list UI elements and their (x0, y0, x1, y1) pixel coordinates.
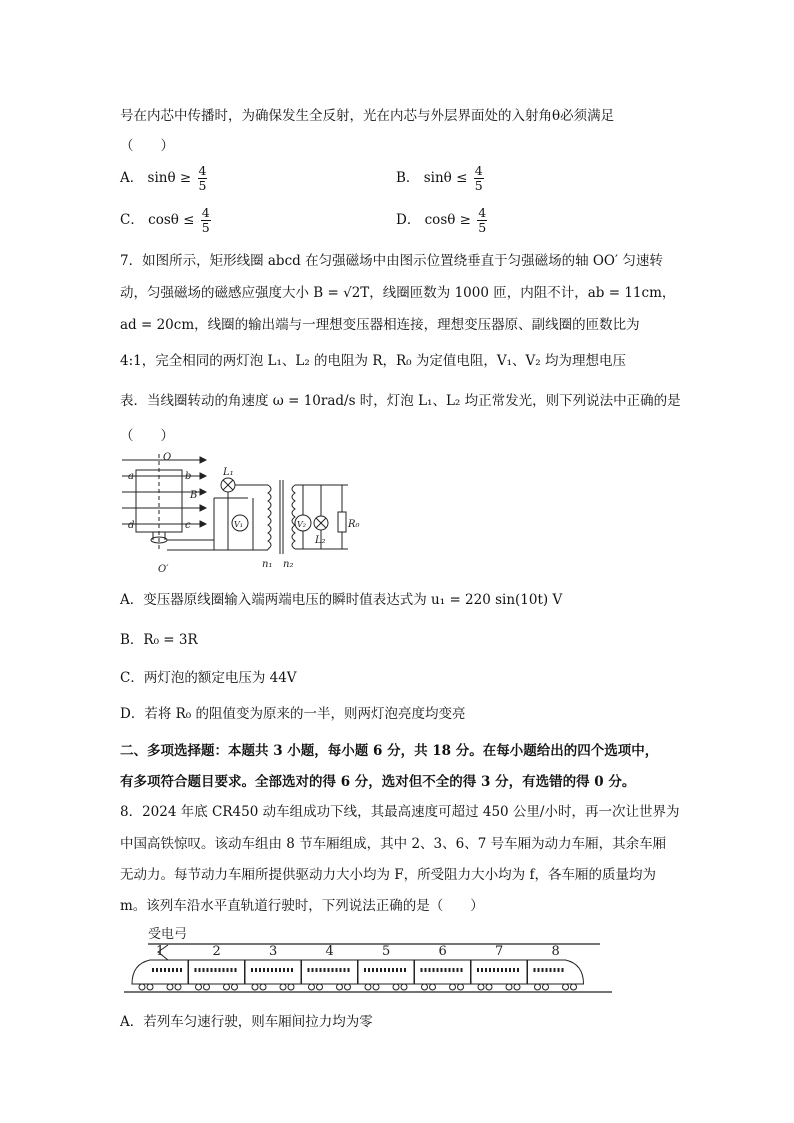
wheel (478, 984, 484, 990)
car-window (441, 968, 443, 972)
wheel (252, 984, 258, 990)
wheel (514, 984, 520, 990)
wheel (288, 984, 294, 990)
car-window (558, 968, 560, 972)
car-window (152, 968, 154, 972)
wheel (317, 984, 323, 990)
car-window (509, 968, 511, 972)
field-arrow-icon (200, 473, 206, 479)
wheel (393, 984, 399, 990)
wheel (486, 984, 492, 990)
wheel (232, 984, 238, 990)
wheel (345, 984, 351, 990)
q7-option-a[interactable]: A．变压器原线圈输入端两端电压的瞬时值表达式为 u₁ = 220 sin(10t) V (120, 592, 563, 608)
wheel (147, 984, 153, 990)
q6-option-a[interactable] (120, 164, 207, 193)
car-window (332, 968, 334, 972)
wheel (543, 984, 549, 990)
section2-heading-line-2: 有多项符合题目要求。全部选对的得 6 分，选对但不全的得 3 分，有选错的得 0 分。 (120, 774, 636, 790)
car-window (207, 968, 209, 972)
car-window (550, 968, 552, 972)
car-window (562, 968, 564, 972)
car-window (308, 968, 310, 972)
q6-option-d[interactable] (396, 206, 487, 235)
section2-heading-line-1: 二、多项选择题：本题共 3 小题，每小题 6 分，共 18 分。在每小题给出的四个选项中， (120, 743, 659, 759)
car-window (316, 968, 318, 972)
option-letter: C． (120, 212, 144, 228)
primary-coil (268, 485, 271, 549)
q7-stem-line-2: 动，匀强磁场的磁感应强度大小 B = √2T，线圈匝数为 1000 匝，内阻不计，ab = 11cm， (120, 285, 676, 301)
car-window (160, 968, 162, 972)
car-window (453, 968, 455, 972)
wheel (458, 984, 464, 990)
q6-option-c[interactable] (120, 206, 211, 235)
car-window (328, 968, 330, 972)
car-window (457, 968, 459, 972)
q7-stem-line-5: 表．当线圈转动的角速度 ω = 10rad/s 时，灯泡 L₁、L₂ 均正常发光，则下列说法中正确的是 (120, 393, 681, 409)
label-n1: n₁ (262, 559, 273, 570)
wheel (139, 984, 145, 990)
label-l1: L₁ (223, 467, 234, 478)
q7-circuit-diagram (118, 450, 358, 575)
q7-option-c[interactable]: C．两灯泡的额定电压为 44V (120, 670, 297, 686)
label-b-field: B (190, 490, 198, 501)
q7-option-d[interactable]: D．若将 R₀ 的阻值变为原来的一半，则两灯泡亮度均变亮 (120, 706, 466, 722)
option-expr: cosθ ≤ (148, 212, 195, 228)
q7-option-b[interactable]: B．R₀ = 3R (120, 632, 198, 648)
q7-stem-line-1: 7．如图所示，矩形线圈 abcd 在匀强磁场中由图示位置绕垂直于匀强磁场的轴 OO′ 匀速转 (120, 253, 663, 269)
car-window (219, 968, 221, 972)
car-window (340, 968, 342, 972)
car-window (231, 968, 233, 972)
label-d: d (128, 520, 135, 531)
car-window (344, 968, 346, 972)
q7-answer-blank: （ ） (120, 428, 174, 444)
car-window (275, 968, 277, 972)
car-number-5: 5 (382, 944, 391, 959)
label-l2: L₂ (315, 535, 326, 546)
label-b: b (185, 471, 192, 482)
car-number-3: 3 (269, 944, 278, 959)
wheel (204, 984, 210, 990)
wheel (571, 984, 577, 990)
car-number-4: 4 (325, 944, 334, 959)
car-window (421, 968, 423, 972)
car-window (215, 968, 217, 972)
car-window (542, 968, 544, 972)
car-window (336, 968, 338, 972)
wheel (373, 984, 379, 990)
car-window (223, 968, 225, 972)
car-window (380, 968, 382, 972)
car-window (445, 968, 447, 972)
wheel (535, 984, 541, 990)
car-number-2: 2 (212, 944, 221, 959)
car-window (199, 968, 201, 972)
q7-stem-line-3: ad = 20cm，线圈的输出端与一理想变压器相连接，理想变压器原、副线圈的匝数比为 (120, 317, 640, 333)
car-window (176, 968, 178, 972)
fraction: $\frac{4}{5}$ (198, 163, 207, 193)
car-window (481, 968, 483, 972)
option-expr: cosθ ≥ (424, 212, 471, 228)
field-arrow-icon (200, 457, 206, 463)
fraction: $\frac{4}{5}$ (474, 163, 483, 193)
car-window (505, 968, 507, 972)
car-window (227, 968, 229, 972)
label-o: O (163, 452, 172, 463)
car-window (291, 968, 293, 972)
car-window (180, 968, 182, 972)
car-window (279, 968, 281, 972)
car-window (501, 968, 503, 972)
car-window (384, 968, 386, 972)
q6-stem-tail: 号在内芯中传播时，为确保发生全反射，光在内芯与外层界面处的入射角θ必须满足 (120, 108, 615, 124)
car-window (546, 968, 548, 972)
car-window (477, 968, 479, 972)
field-arrow-icon (200, 505, 206, 511)
label-v1: V₁ (234, 520, 243, 529)
label-a: a (128, 471, 134, 482)
wheel (401, 984, 407, 990)
label-n2: n₂ (283, 559, 294, 570)
car-window (211, 968, 213, 972)
car-window (433, 968, 435, 972)
pantograph-label: 受电弓 (148, 927, 188, 942)
fraction: $\frac{4}{5}$ (478, 205, 487, 235)
wheel (450, 984, 456, 990)
car-window (485, 968, 487, 972)
car-window (251, 968, 253, 972)
q8-stem-line-4: m。该列车沿水平直轨道行驶时，下列说法正确的是（ ） (120, 898, 484, 914)
car-window (554, 968, 556, 972)
wheel (337, 984, 343, 990)
car-window (271, 968, 273, 972)
coil-rectangle (136, 470, 182, 532)
secondary-coil (292, 485, 295, 549)
car-window (388, 968, 390, 972)
car-window (437, 968, 439, 972)
q6-option-b[interactable] (396, 164, 484, 193)
wheel (224, 984, 230, 990)
label-v2: V₂ (297, 520, 306, 529)
car-window (172, 968, 174, 972)
wheel (260, 984, 266, 990)
car-number-1: 1 (156, 944, 165, 959)
car-window (534, 968, 536, 972)
car-number-8: 8 (551, 944, 560, 959)
q8-stem-line-2: 中国高铁惊叹。该动车组由 8 节车厢组成，其中 2、3、6、7 号车厢为动力车厢，其余车厢 (120, 836, 667, 852)
wheel (309, 984, 315, 990)
wheel (280, 984, 286, 990)
car-window (324, 968, 326, 972)
car-window (235, 968, 237, 972)
label-c: c (185, 520, 191, 531)
car-window (255, 968, 257, 972)
q8-stem-line-1: 8．2024 年底 CR450 动车组成功下线，其最高速度可超过 450 公里/小时，再一次让世界为 (120, 804, 680, 820)
car-window (449, 968, 451, 972)
car-window (168, 968, 170, 972)
car-window (283, 968, 285, 972)
car-window (489, 968, 491, 972)
car-window (156, 968, 158, 972)
wheel (175, 984, 181, 990)
car-window (368, 968, 370, 972)
wheel (430, 984, 436, 990)
wheel (563, 984, 569, 990)
car-window (287, 968, 289, 972)
wheel (365, 984, 371, 990)
car-window (493, 968, 495, 972)
car-window (259, 968, 261, 972)
q8-train-diagram (124, 922, 614, 998)
wheel (196, 984, 202, 990)
car-window (404, 968, 406, 972)
option-letter: A． (120, 170, 144, 186)
resistor-r0 (338, 512, 346, 532)
car-window (320, 968, 322, 972)
field-arrow-icon (200, 521, 206, 527)
option-letter: B． (396, 170, 420, 186)
q8-option-a[interactable]: A．若列车匀速行驶，则车厢间拉力均为零 (120, 1014, 373, 1030)
wheel (167, 984, 173, 990)
car-window (364, 968, 366, 972)
car-window (348, 968, 350, 972)
label-o-prime: O′ (158, 564, 169, 575)
q7-stem-line-4: 4:1，完全相同的两灯泡 L₁、L₂ 的电阻为 R，R₀ 为定值电阻，V₁、V₂ 均为理想电压 (120, 353, 626, 369)
fraction: $\frac{4}{5}$ (201, 205, 210, 235)
car-window (376, 968, 378, 972)
car-window (425, 968, 427, 972)
car-number-6: 6 (438, 944, 447, 959)
car-window (267, 968, 269, 972)
field-arrow-icon (200, 489, 206, 495)
label-r0: R₀ (348, 519, 360, 530)
car-number-7: 7 (495, 944, 504, 959)
car-window (461, 968, 463, 972)
car-window (392, 968, 394, 972)
car-window (400, 968, 402, 972)
wheel (422, 984, 428, 990)
car-window (497, 968, 499, 972)
option-expr: sinθ ≤ (423, 170, 468, 186)
q6-answer-blank: （ ） (120, 138, 174, 154)
car-window (538, 968, 540, 972)
car-window (164, 968, 166, 972)
wheel (506, 984, 512, 990)
q8-stem-line-3: 无动力。每节动力车厢所提供驱动力大小均为 F，所受阻力大小均为 f，各车厢的质量均为 (120, 867, 656, 883)
option-letter: D． (396, 212, 421, 228)
car-window (372, 968, 374, 972)
car-window (312, 968, 314, 972)
car-window (396, 968, 398, 972)
car-window (513, 968, 515, 972)
car-window (517, 968, 519, 972)
car-window (429, 968, 431, 972)
car-window (195, 968, 197, 972)
car-window (263, 968, 265, 972)
option-expr: sinθ ≥ (147, 170, 192, 186)
car-window (203, 968, 205, 972)
